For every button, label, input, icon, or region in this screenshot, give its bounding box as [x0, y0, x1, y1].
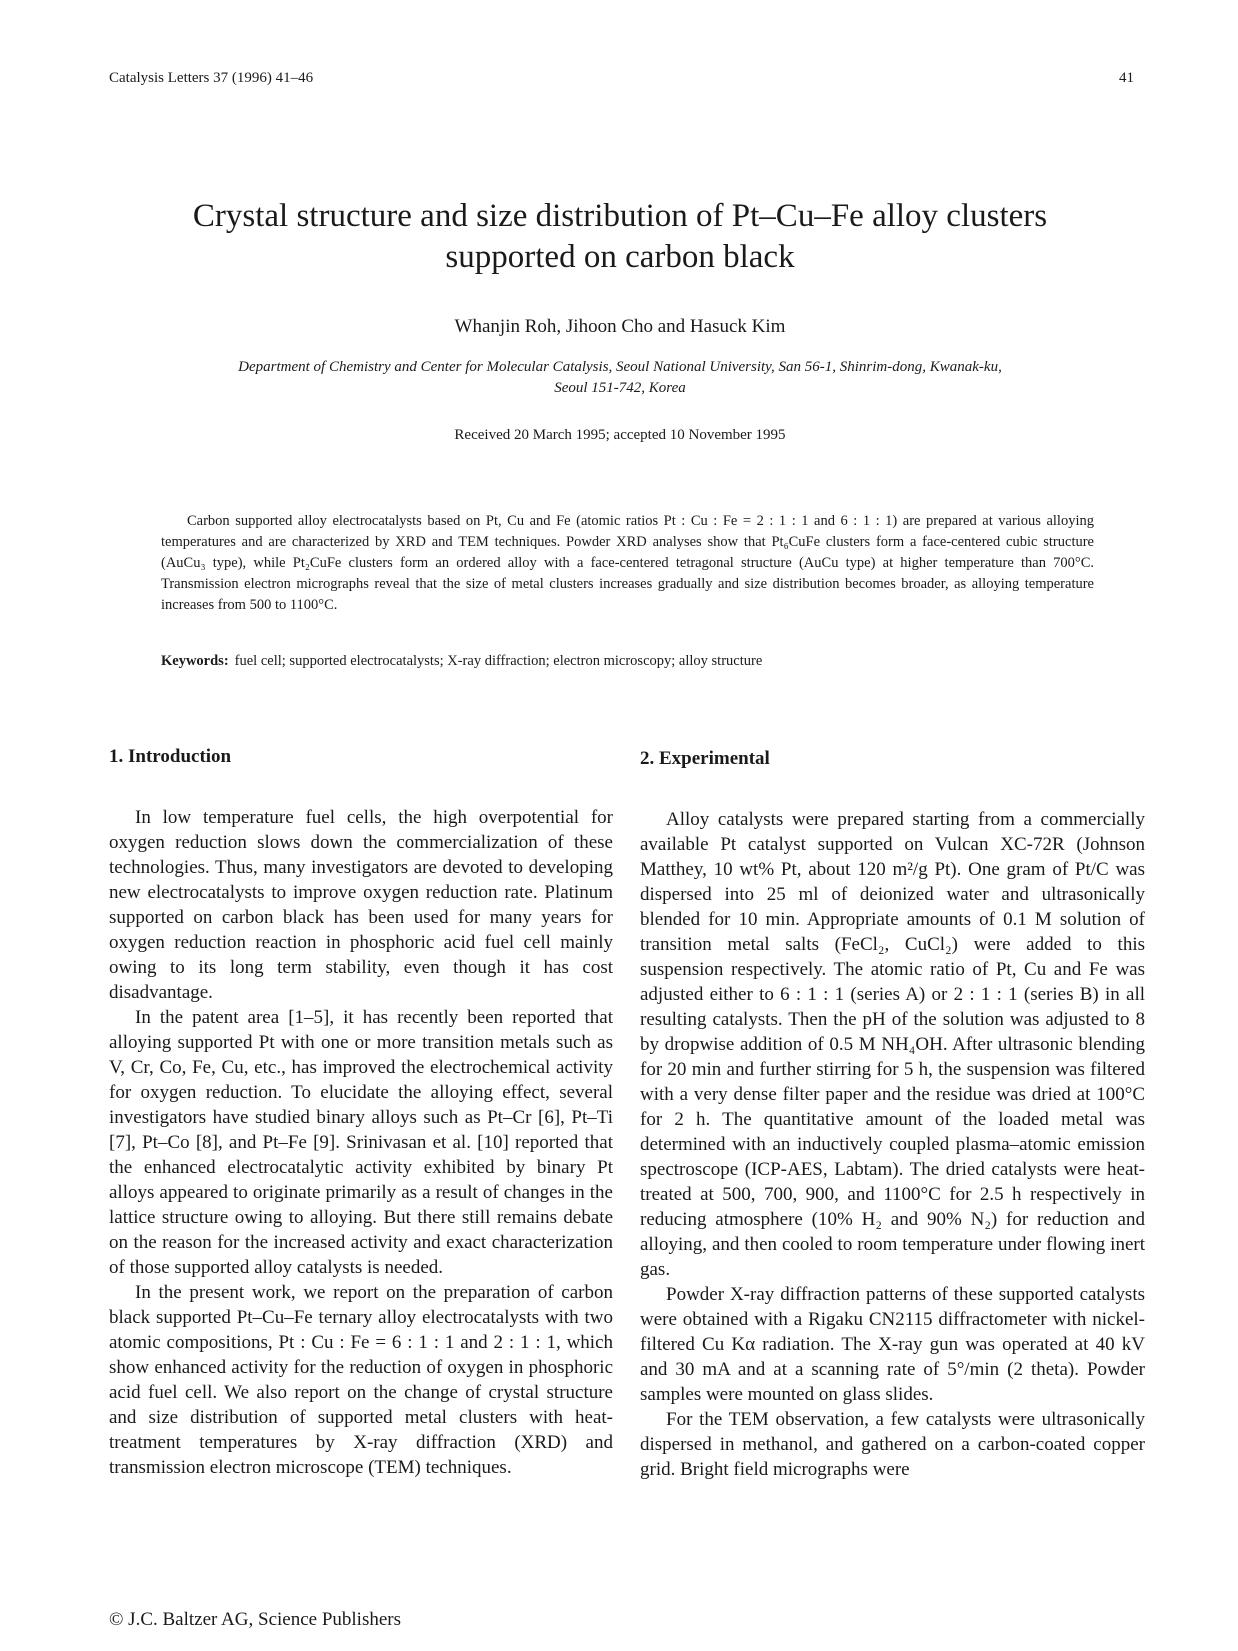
body-paragraph: In the patent area [1–5], it has recently been reported that alloying supported Pt with one or more transition metals such as V, Cr, Co, Fe, Cu, etc., has improved the electrochemical activity for oxygen reduction. To elucidate the alloying effect, several investigators have studied binary alloys such as Pt–Cr [6], Pt–Ti [7], Pt–Co [8], and Pt–Fe [9]. Srinivasan et al. [10] reported that the enhanced electrocatalytic activity exhibited by binary Pt alloys appeared to originate primarily as a result of changes in the lattice structure owing to alloying. But there still remains debate on the reason for the increased activity and exact characterization of those supported alloy catalysts is needed. — [109, 1007, 613, 1278]
author-list: Whanjin Roh, Jihoon Cho and Hasuck Kim — [454, 316, 786, 337]
received-dates: Received 20 March 1995; accepted 10 November 1995 — [454, 427, 786, 443]
body-paragraph: For the TEM observation, a few catalysts were ultrasonically dispersed in methanol, and gathered on a carbon-coated copper grid. Bright field micrographs were — [640, 1409, 1145, 1480]
affiliation — [150, 357, 1090, 399]
journal-citation: Catalysis Letters 37 (1996) 41–46 — [109, 70, 314, 86]
body-paragraph: In the present work, we report on the preparation of carbon black supported Pt–Cu–Fe ternary alloy electrocatalysts with two atomic compositions, Pt : Cu : Fe = 6 : 1 : 1 and 2 : 1 : 1, which show enhanced activity for the reduction of oxygen in phosphoric acid fuel cell. We also report on the change of crystal structure and size distribution of supported metal clusters with heat-treatment temperatures by X-ray diffraction (XRD) and transmission electron microscope (TEM) techniques. — [109, 1282, 613, 1478]
paper-title — [120, 196, 1120, 278]
section-heading-introduction: 1. Introduction — [109, 746, 232, 767]
section-heading-experimental: 2. Experimental — [640, 748, 770, 769]
body-paragraph: In low temperature fuel cells, the high overpotential for oxygen reduction slows down the commercialization of these technologies. Thus, many investigators are devoted to developing new electrocatalysts to improve oxygen reduction rate. Platinum supported on carbon black has been used for many years for oxygen reduction reaction in phosphoric acid fuel cell mainly owing to its long term stability, even though it has cost disadvantage. — [109, 807, 613, 1003]
title-line-2: supported on carbon black — [445, 239, 795, 275]
keywords-label: Keywords: — [161, 653, 229, 669]
abstract-text: Carbon supported alloy electrocatalysts based on Pt, Cu and Fe (atomic ratios Pt : Cu : Fe = 2 : 1 : 1 and 6 : 1 : 1) are prepared at various alloying temperatures and are characterized by XRD and TEM techniques. Powder XRD analyses show that Pt₆CuFe clusters form a face-centered cubic structure (AuCu₃ type), while Pt₂CuFe clusters form an ordered alloy with a face-centered tetragonal structure (AuCu type) at higher temperature than 700°C. Transmission electron micrographs reveal that the size of metal clusters increases gradually and size distribution becomes broader, as alloying temperature increases from 500 to 1100°C. — [161, 513, 1094, 613]
title-line-1: Crystal structure and size distribution of Pt–Cu–Fe alloy clusters — [192, 198, 1048, 234]
body-paragraph: Powder X-ray diffraction patterns of these supported catalysts were obtained with a Rigaku CN2115 diffractometer with nickel-filtered Cu Kα radiation. The X-ray gun was operated at 40 kV and 30 mA and at a scanning rate of 5°/min (2 theta). Powder samples were mounted on glass slides. — [640, 1284, 1145, 1405]
affiliation-line-2: Seoul 151-742, Korea — [554, 380, 686, 396]
copyright-footer: © J.C. Baltzer AG, Science Publishers — [109, 1609, 402, 1630]
right-column — [640, 747, 1145, 1482]
abstract — [161, 511, 1094, 616]
affiliation-line-1: Department of Chemistry and Center for Molecular Catalysis, Seoul National University, San 56-1, Shinrim-dong, Kwanak-ku, — [238, 359, 1002, 375]
page-number: 41 — [1119, 70, 1134, 86]
keywords — [161, 653, 1094, 670]
left-column — [109, 745, 613, 1480]
body-paragraph: Alloy catalysts were prepared starting from a commercially available Pt catalyst supported on Vulcan XC-72R (Johnson Matthey, 10 wt% Pt, about 120 m²/g Pt). One gram of Pt/C was dispersed into 25 ml of deionized water and ultrasonically blended for 10 min. Appropriate amounts of 0.1 M solution of transition metal salts (FeCl₂, CuCl₂) were added to this suspension respectively. The atomic ratio of Pt, Cu and Fe was adjusted either to 6 : 1 : 1 (series A) or 2 : 1 : 1 (series B) in all resulting catalysts. Then the pH of the solution was adjusted to 8 by dropwise addition of 0.5 M NH₄OH. After ultrasonic blending for 20 min and further stirring for 5 h, the suspension was filtered with a very dense filter paper and the residue was dried at 100°C for 2 h. The quantitative amount of the loaded metal was determined with an inductively coupled plasma–atomic emission spectroscope (ICP-AES, Labtam). The dried catalysts were heat-treated at 500, 700, 900, and 1100°C for 2.5 h respectively in reducing atmosphere (10% H₂ and 90% N₂) for reduction and alloying, and then cooled to room temperature under flowing inert gas. — [640, 809, 1145, 1280]
keywords-text: fuel cell; supported electrocatalysts; X-ray diffraction; electron microscopy; alloy structure — [234, 653, 763, 669]
